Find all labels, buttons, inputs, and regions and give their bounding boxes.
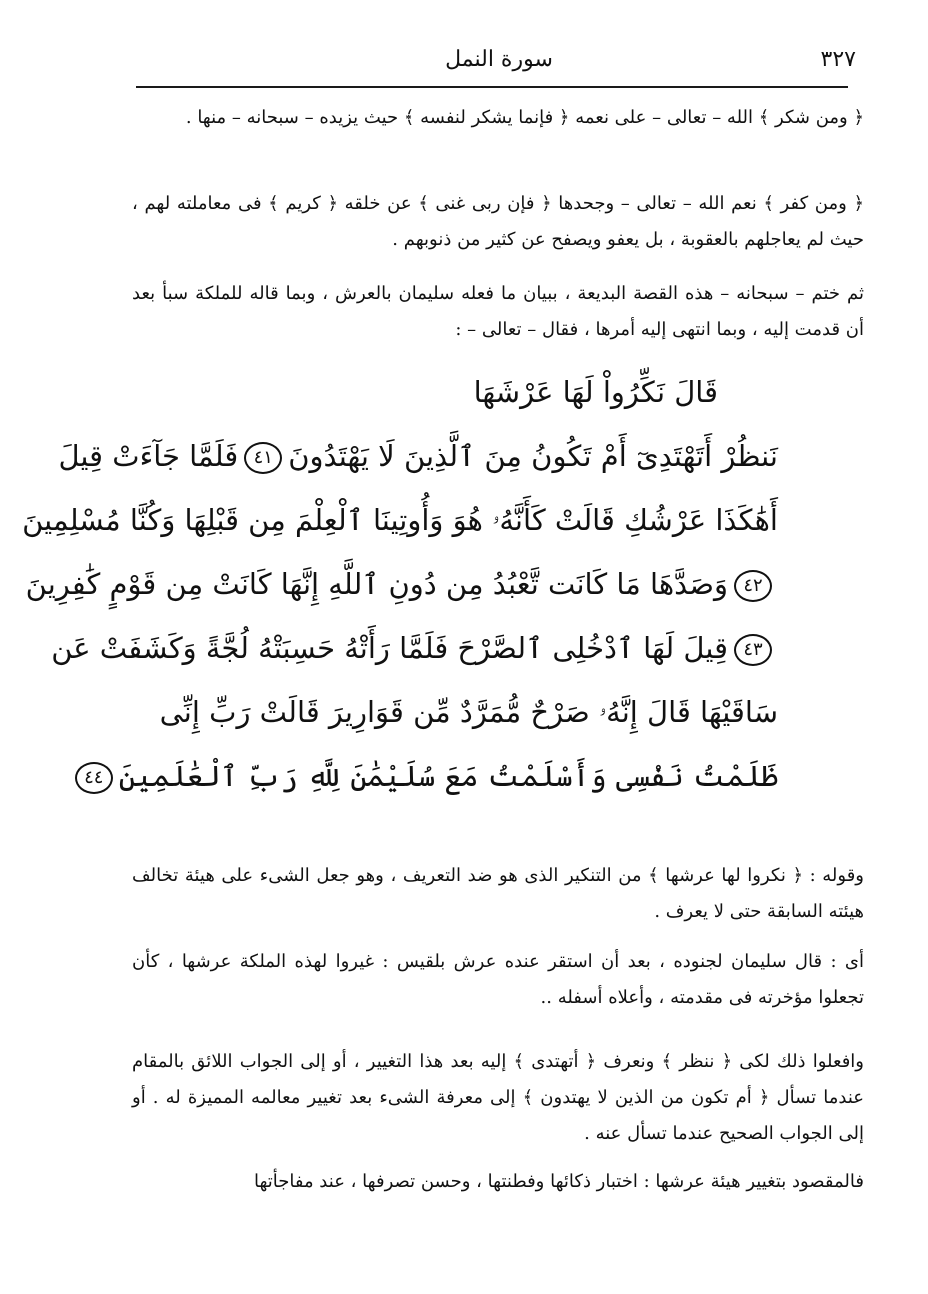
verse-line-1: قَالَ نَكِّرُواْ لَهَا عَرْشَهَا xyxy=(473,375,718,409)
paragraph-gratitude: ﴿ ومن شكر ﴾ الله – تعالى – على نعمه ﴿ فإنما يشكر لنفسه ﴾ حيث يزيده – سبحانه – منها . xyxy=(185,107,864,128)
verse-text: نَنظُرْ أَتَهْتَدِىٓ أَمْ تَكُونُ مِنَ ٱلَّذِينَ لَا يَهْتَدُونَ xyxy=(288,439,778,473)
paragraph-sulayman-order: أى : قال سليمان لجنوده ، بعد أن استقر عنده عرش بلقيس : غيروا لهذه الملكة عرشها ، كأن تجعلوا مؤخرته فى مقدمته ، وأعلاه أسفله .. xyxy=(132,951,864,1008)
ayah-number-44: ٤٤ xyxy=(75,762,113,794)
verse-line-5 xyxy=(51,616,778,680)
paragraph-test: فالمقصود بتغيير هيئة عرشها : اختبار ذكائها وفطنتها ، وحسن تصرفها ، عند مفاجأتها xyxy=(253,1171,864,1192)
page-header xyxy=(130,40,868,84)
ayah-number-42: ٤٢ xyxy=(734,570,772,602)
quran-verses xyxy=(22,360,778,808)
verse-text: فَلَمَّا جَآءَتْ قِيلَ xyxy=(58,439,239,473)
verse-line-7 xyxy=(84,744,778,808)
verse-line-4 xyxy=(25,552,778,616)
verse-text: وَصَدَّهَا مَا كَانَت تَّعْبُدُ مِن دُونِ ٱللَّهِ إِنَّهَا كَانَتْ مِن قَوْمٍ كَٰفِرِينَ xyxy=(25,567,728,601)
paragraph-purpose: وافعلوا ذلك لكى ﴿ ننظر ﴾ ونعرف ﴿ أتهتدى ﴾ إليه بعد هذا التغيير ، أو إلى الجواب اللائق بالمقام عندما تسأل ﴿ أم تكون من الذين لا يهتدون ﴾ إلى معرفة الشىء بعد تغيير معالمه المميزة له . أو إلى الجواب الصحيح عندما تسأل عنه . xyxy=(132,1051,864,1144)
verse-line-2 xyxy=(58,424,778,488)
surah-title: سورة النمل xyxy=(445,47,553,72)
verse-line-3: أَهَٰكَذَا عَرْشُكِ قَالَتْ كَأَنَّهُۥ هُوَ وَأُوتِينَا ٱلْعِلْمَ مِن قَبْلِهَا وَكُنَّا مُسْلِمِينَ xyxy=(22,503,778,537)
paragraph-introduction: ثم ختم – سبحانه – هذه القصة البديعة ، ببيان ما فعله سليمان بالعرش ، وبما قاله للملكة سبأ بعد أن قدمت إليه ، وبما انتهى إليه أمرها ، فقال – تعالى – : xyxy=(132,283,864,340)
paragraph-ingratitude: ﴿ ومن كفر ﴾ نعم الله – تعالى – وجحدها ﴿ فإن ربى غنى ﴾ عن خلقه ﴿ كريم ﴾ فى معاملته لهم ، حيث لم يعاجلهم بالعقوبة ، بل يعفو ويصفح عن كثير من ذنوبهم . xyxy=(132,193,864,250)
verse-text: قِيلَ لَهَا ٱدْخُلِى ٱلصَّرْحَ فَلَمَّا رَأَتْهُ حَسِبَتْهُ لُجَّةً وَكَشَفَتْ عَن xyxy=(51,631,728,665)
header-divider xyxy=(136,86,848,88)
verse-line-6: سَاقَيْهَا قَالَ إِنَّهُۥ صَرْحٌ مُّمَرَّدٌ مِّن قَوَارِيرَ قَالَتْ رَبِّ إِنِّى xyxy=(159,695,778,729)
ayah-number-41: ٤١ xyxy=(244,442,282,474)
verse-text: ظَلَمْتُ نَفْسِى وَأَسْلَمْتُ مَعَ سُلَيْمَٰنَ لِلَّهِ رَبِّ ٱلْعَٰلَمِينَ xyxy=(118,759,778,793)
ayah-number-43: ٤٣ xyxy=(734,634,772,666)
page-number: ٣٢٧ xyxy=(820,47,856,72)
paragraph-tankir: وقوله : ﴿ نكروا لها عرشها ﴾ من التنكير الذى هو ضد التعريف ، وهو جعل الشىء على هيئة تخالف هيئته السابقة حتى لا يعرف . xyxy=(132,865,864,922)
